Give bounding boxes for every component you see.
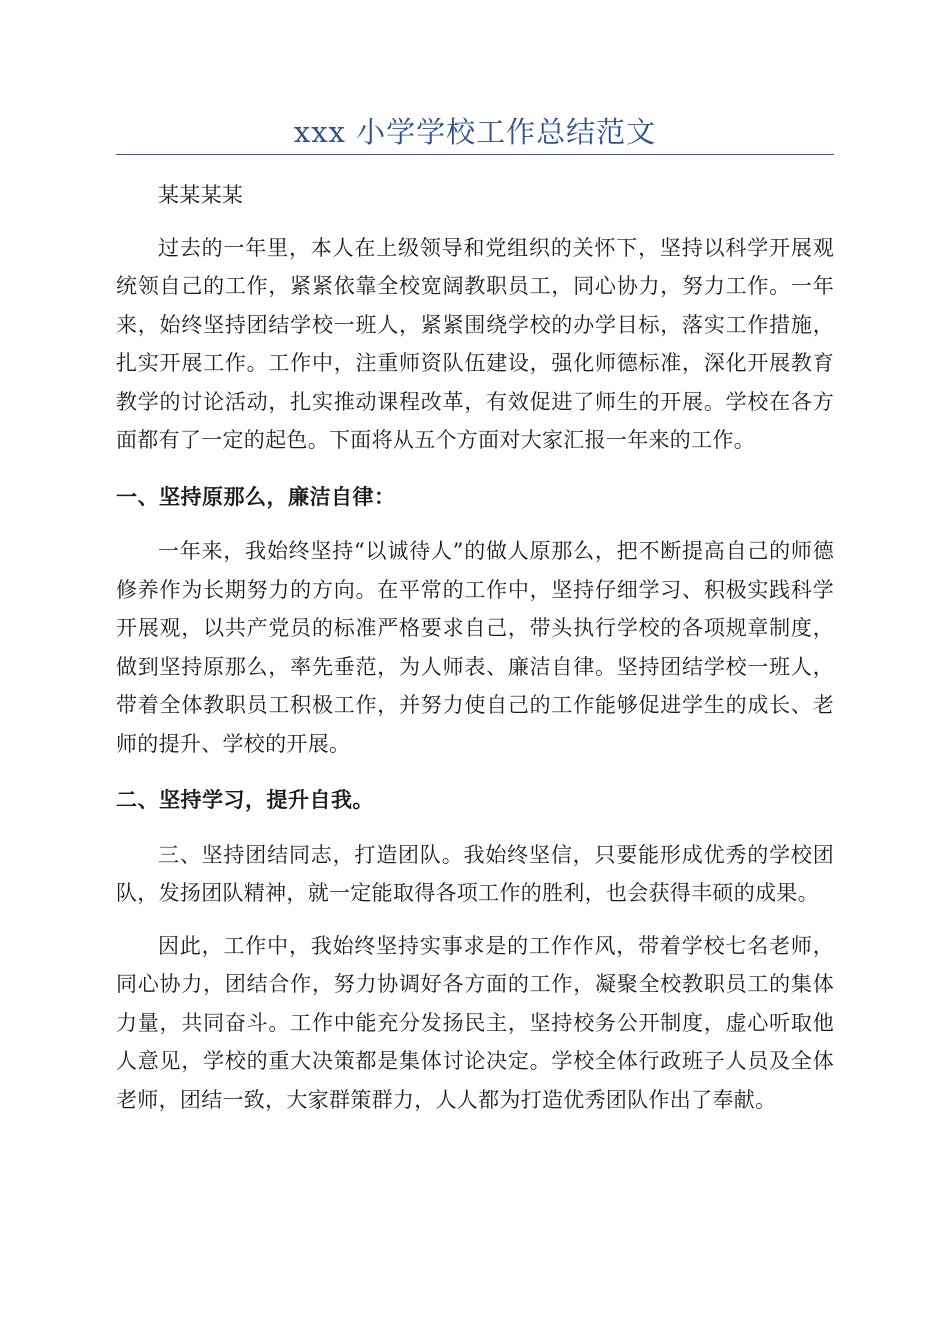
section-1-heading: 一、坚持原那么，廉洁自律： bbox=[116, 484, 396, 509]
document-body bbox=[116, 176, 834, 1119]
section-3-paragraph: 三、坚持团结同志，打造团队。我始终坚信，只要能形成优秀的学校团队，发扬团队精神，就一定能取得各项工作的胜利，也会获得丰硕的成果。 bbox=[116, 842, 834, 905]
intro-paragraph: 过去的一年里，本人在上级领导和党组织的关怀下，坚持以科学开展观统领自己的工作，紧紧依靠全校宽阔教职员工，同心协力，努力工作。一年来，始终坚持团结学校一班人，紧紧围绕学校的办学目标，落实工作措施，扎实开展工作。工作中，注重师资队伍建设，强化师德标准，深化开展教育教学的讨论活动，扎实推动课程改革，有效促进了师生的开展。学校在各方面都有了一定的起色。下面将从五个方面对大家汇报一年来的工作。 bbox=[116, 235, 834, 452]
document-title: xxx 小学学校工作总结范文 bbox=[293, 115, 657, 149]
title-underline bbox=[116, 154, 834, 155]
section-2-heading: 二、坚持学习，提升自我。 bbox=[116, 788, 374, 812]
author-name: 某某某某 bbox=[158, 183, 244, 207]
section-3-paragraph-2: 因此，工作中，我始终坚持实事求是的工作作风，带着学校七名老师，同心协力，团结合作，努力协调好各方面的工作，凝聚全校教职员工的集体力量，共同奋斗。工作中能充分发扬民主，坚持校务公开制度，虚心听取他人意见，学校的重大决策都是集体讨论决定。学校全体行政班子人员及全体老师，团结一致，大家群策群力，人人都为打造优秀团队作出了奉献。 bbox=[116, 933, 834, 1112]
section-1-paragraph: 一年来，我始终坚持“以诚待人”的做人原那么，把不断提高自己的师德修养作为长期努力的方向。在平常的工作中，坚持仔细学习、积极实践科学开展观，以共产党员的标准严格要求自己，带头执行学校的各项规章制度，做到坚持原那么，率先垂范，为人师表、廉洁自律。坚持团结学校一班人，带着全体教职员工积极工作，并努力使自己的工作能够促进学生的成长、老师的提升、学校的开展。 bbox=[116, 539, 834, 756]
